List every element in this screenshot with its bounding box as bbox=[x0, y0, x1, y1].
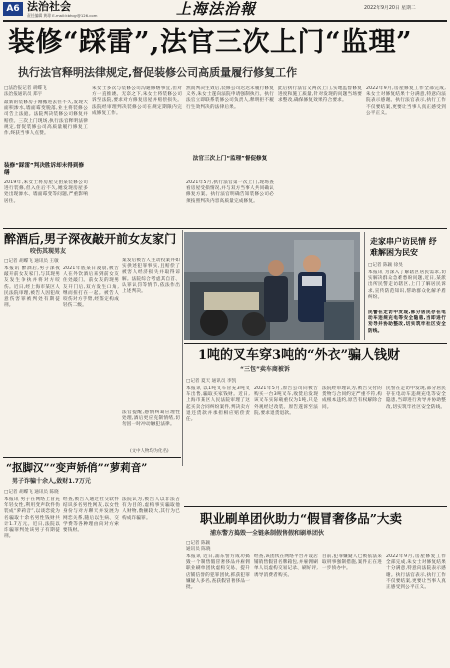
lead-subhead: 执行法官释明法律规定,督促装修公司高质量履行修复工作 bbox=[18, 66, 298, 79]
story2-subhead: 咬伤其现男友 bbox=[30, 248, 67, 255]
story6-headline: 职业刷单团伙助力“假冒奢侈品”大卖 bbox=[200, 511, 402, 526]
page-number: A6 bbox=[6, 4, 20, 14]
story2-body-col3b: 法官提醒,感情纠葛应理性处理,酒后更应克制情绪,切勿因一时冲动触犯法律。 bbox=[122, 410, 180, 428]
story5-body-1: 本报讯 为深入了解辖区居民需求,切实解决群众急难愁盼问题,近日,某派出所民警走访辖区,上门了解居民诉求,宣传防范知识,帮助群众化解矛盾纠纷。 bbox=[368, 270, 446, 300]
story3-body-col1: 本报讯 男子在网络上冒充年轻女性,利用变声软件伪装成“萝莉音”,以谈恋爱为名骗取十余名男性钱财共计1.7万元。近日,法院以诈骗罪判处该男子有期徒刑。 bbox=[4, 497, 60, 540]
lead-body-col3b: 2021年5月,执行法官第一次上门,现场查看房屋受损情况,并与双方当事人共同确认修复方案。执行法官明确告知装修公司必须按照判决内容高质量完成修复。 bbox=[186, 180, 274, 204]
story3-subhead: 男子诈骗十余人,敛财1.7万元 bbox=[12, 478, 91, 485]
story2-bottom-rule bbox=[3, 457, 181, 458]
story5-body-2: 民警在走访中发现,部分居民存在电动车违规充电等安全隐患,当即进行劝导并协助整改,切实筑牢社区安全防线。 bbox=[368, 310, 446, 334]
lead-byline: □法治报记者 胡蝶飞 法治报通讯员 郑宇 bbox=[4, 86, 47, 97]
masthead bbox=[0, 0, 450, 20]
story4-body-col1: 本报讯 以1吨叉车冒充3吨叉车出售,骗取买家钱财。近日,上海市某区人民法院审理了这起买卖合同纠纷案件,判决卖方退还货款并承担相应赔偿责任。 bbox=[186, 386, 250, 423]
lead-body-col1: 最新的装修房子刚搬进去住不久,发现大面积渗水,墙面霉变脱落,业主将装修公司告上法庭。法院判决装修公司修复并赔偿。三次上门现场,执行法官释明法律规定,督促装修公司高质量履行修复工作,终获当事人点赞。 bbox=[4, 100, 88, 137]
story6-body-col2: 经查,该团伙在网络平台开设店铺销售假冒名牌箱包,并雇佣刷单人员虚构交易记录、刷好评,诱导消费者购买。 bbox=[254, 554, 318, 578]
story4-body-col4: 民警在走访中发现,部分居民存在电动车违规充电等安全隐患,当即进行劝导并协助整改,切实筑牢社区安全防线。 bbox=[386, 386, 446, 410]
issue-date: 2022年9月20日 星期二 bbox=[364, 6, 416, 11]
lead-sidebar-body: 2019年,朱女士将房屋交由某装修公司进行装修,但入住后不久,她发现房屋多处出现渗水、墙面霉变等问题,严重影响居住。 bbox=[4, 180, 88, 204]
lead-headline: 装修“踩雷”,法官三次上门“监理” bbox=[8, 27, 413, 58]
editor-info: 责任编辑 黄琼 E-mail:kbhqy@126.com bbox=[27, 13, 98, 18]
photo-illustration bbox=[184, 232, 360, 340]
story2-body-col1: 本报讯 醉酒后,男子深夜敲开前女友家门,与其现男友发生争执并将对方咬伤。近日,经上海市某区人民法院审理,被告人因犯故意伤害罪被判处有期徒刑。 bbox=[4, 266, 60, 309]
story2-byline: □记者 胡蝶飞 通讯员 王敏 bbox=[4, 259, 59, 264]
newspaper-logo: 上海法治報 bbox=[176, 0, 257, 18]
story4-byline: □记者 夏天 通讯员 李凯 bbox=[186, 379, 237, 384]
lead-body-col3: 然而判决生效后,装修公司迟迟未履行修复义务,朱女士遂向法院申请强制执行。执行法官立即联系装修公司负责人,释明拒不履行生效判决的法律后果。 bbox=[186, 86, 274, 110]
story3-body-col3: 法院认为,被告人以非法占有为目的,虚构事实骗取他人财物,数额较大,其行为已构成诈骗罪。 bbox=[122, 497, 180, 521]
photo-caption bbox=[184, 232, 185, 233]
story4-body-col3: 法院经审理认为,被告交付的货物与合同约定严重不符,构成根本违约,原告有权解除合同。 bbox=[322, 386, 382, 410]
story6-body-col1: 本报讯 近日,浦东警方成功捣毁一个制售假冒奢侈品并雇佣职业刷单团伙虚构交易、提升店铺信誉的犯罪团伙,抓获犯罪嫌疑人多名,查获假冒奢侈品一批。 bbox=[186, 554, 250, 591]
story5-headline: 走家串户访民情 纾难解困为民安 bbox=[370, 236, 437, 257]
col-divider-left bbox=[182, 230, 183, 466]
story6-subhead: 浦东警方捣毁一全链条制假售假和刷单团伙 bbox=[210, 530, 325, 537]
page-number-badge bbox=[3, 2, 23, 16]
lead-body-col4: 此后执行法官又两次上门,实地监督修复进度和施工质量,针对发现的问题当场要求整改,确保修复效果符合要求。 bbox=[278, 86, 362, 104]
lead-sidebar-title: 装修“踩雷”判决胜诉却未得到修缮 bbox=[4, 163, 85, 176]
story4-headline: 1吨的叉车穿3吨的“外衣”骗人钱财 bbox=[198, 348, 401, 363]
lead-bottom-rule bbox=[3, 228, 447, 229]
story4-subhead: “三包”卖车商被诉 bbox=[240, 366, 290, 373]
lead-body-col5: 2022年9月,房屋修复工作全部完成,朱女士对修复结果十分满意,特意向法院表示感谢。执行法官表示,执行工作不仅要结案,更要让当事人真正感受到公平正义。 bbox=[366, 86, 446, 116]
photo-bottom-rule bbox=[184, 343, 447, 344]
story3-byline: □记者 胡蝶飞 通讯员 陈晓 bbox=[4, 490, 59, 495]
story4-body-col2: 2021年5月,原告公司向被告购买一台3吨叉车,收货后发现该叉车实际载重仅为1吨,只是外观经过改装。原告遂诉至法院,要求退货退款。 bbox=[254, 386, 318, 416]
story6-body-col3: 目前,犯罪嫌疑人已被依法采取刑事强制措施,案件正在进一步侦办中。 bbox=[322, 554, 382, 572]
story2-body-col2: 2021年底某日凌晨,被告人在外饮酒后来到前女友住处敲门。前女友的现男友开门后,双方发生口角,继而扭打在一起。被告人咬伤对方手臂,经鉴定构成轻伤二级。 bbox=[63, 266, 119, 309]
story4-bottom-rule bbox=[184, 506, 447, 507]
story2-headline: 醉酒后,男子深夜敲开前女友家门 bbox=[4, 232, 177, 246]
lead-body-col2: 朱女士多次与装修公司沟通修缮事宜,但对方一直推诿。无奈之下,朱女士将装修公司诉至法院,要求对方修复房屋并赔偿损失。法院经审理判决装修公司在规定期限内完成修复工作。 bbox=[92, 86, 182, 116]
lead-subtitle-2: 法官三次上门“监理”督促修复 bbox=[192, 156, 268, 162]
story3-headline: “抠脚汉”“变声娇俏”“萝莉音” bbox=[6, 462, 148, 474]
story2-note: (文中人物均为化名) bbox=[130, 449, 169, 454]
story5-byline: □记者 陈颖 徐旻 bbox=[368, 263, 403, 268]
story3-body-col2: 经查,被告人通过社交软件结识多名男性网友,以女性身份与对方聊天并发展为网恋关系,随后以生病、交学费等各种理由向对方索要钱财。 bbox=[63, 497, 119, 534]
masthead-rule bbox=[3, 20, 447, 22]
news-photo bbox=[184, 232, 360, 340]
story2-body-col3: 案发后被告人主动投案并如实供述犯罪事实,且赔偿了被害人经济损失并取得谅解。法院综合考虑其自首、认罪认罚等情节,依法作出上述判决。 bbox=[122, 258, 180, 295]
story6-byline: □记者 陈颖 通讯员 陈晓 bbox=[186, 541, 211, 552]
section-title: 法治社会 bbox=[27, 0, 71, 13]
story6-body-col4: 2022年9月,房屋修复工作全部完成,朱女士对修复结果十分满意,特意向法院表示感谢。执行法官表示,执行工作不仅要结案,更要让当事人真正感受到公平正义。 bbox=[386, 554, 446, 591]
